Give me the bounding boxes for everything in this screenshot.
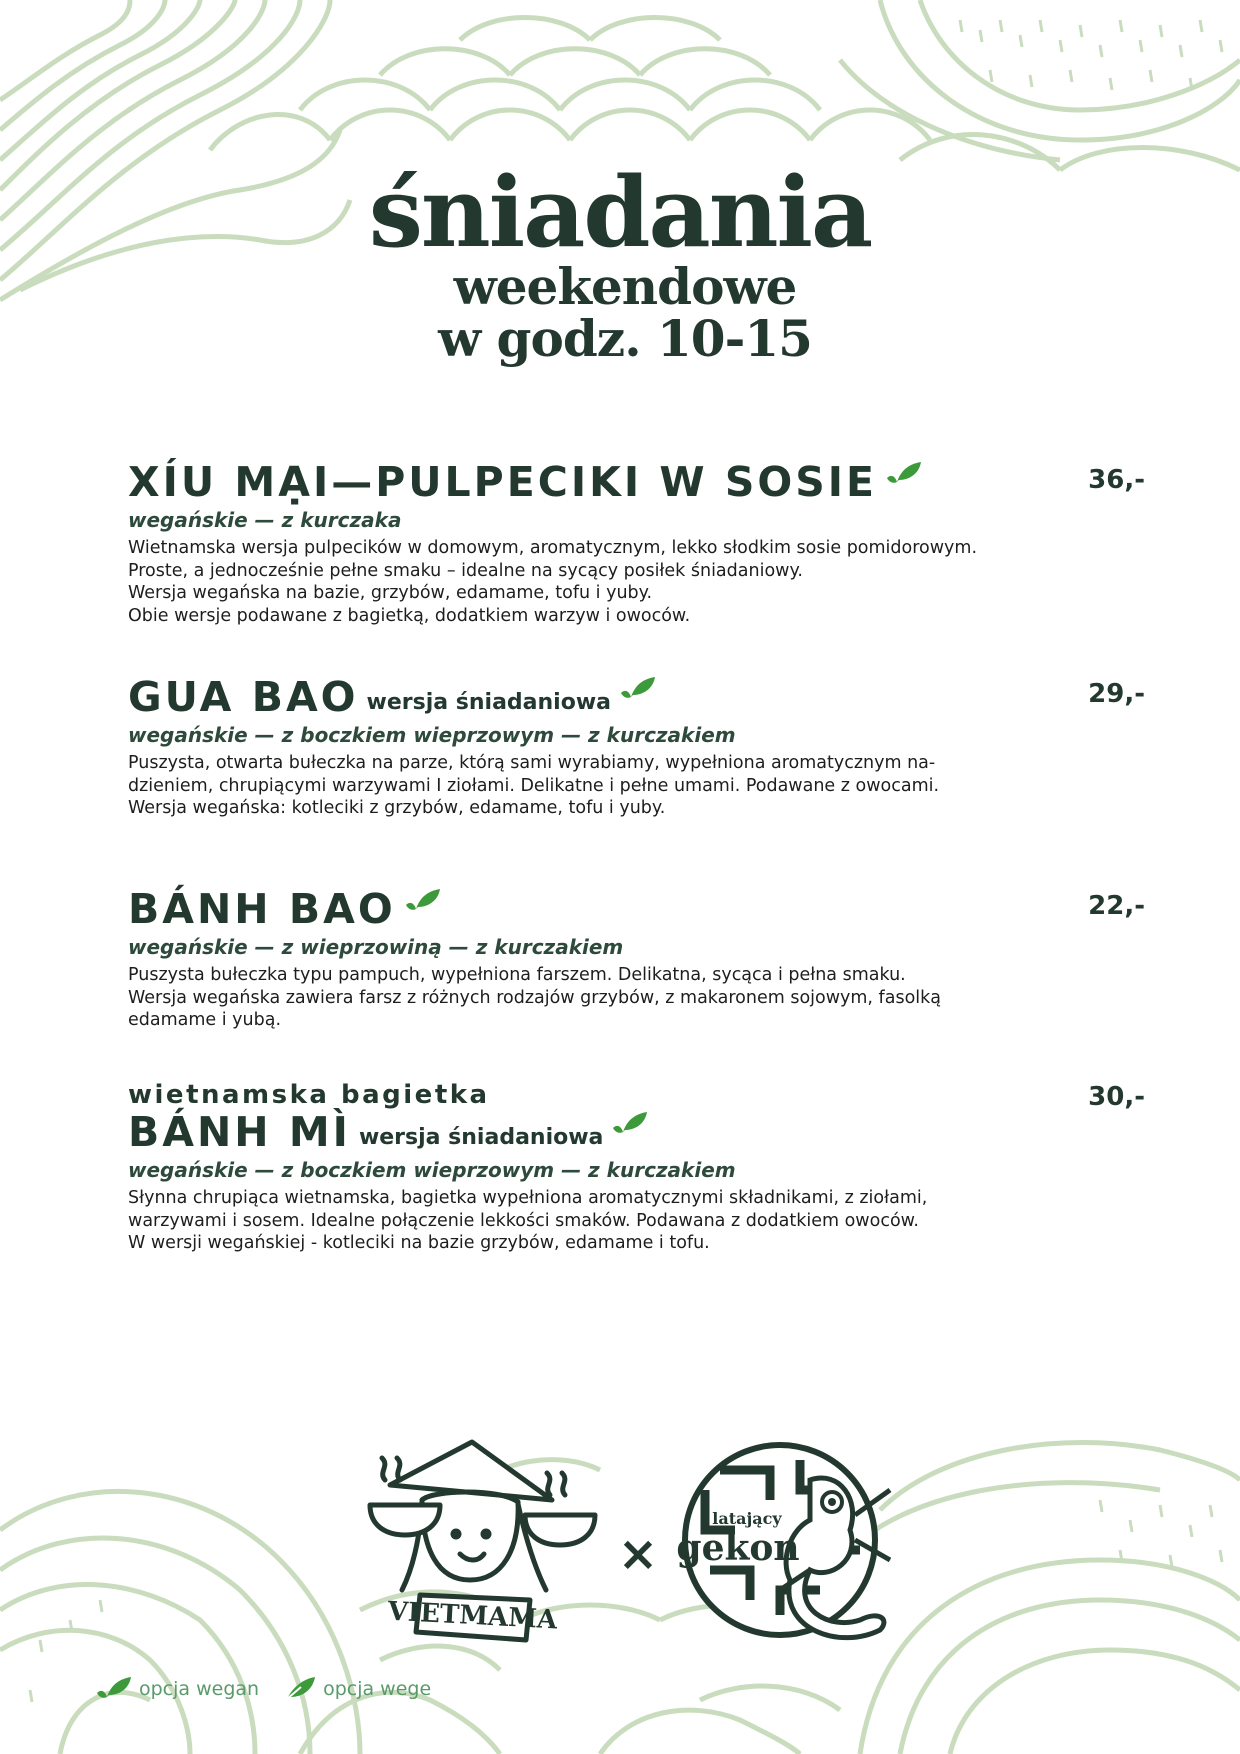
menu-item-name: GUA BAO <box>128 673 359 721</box>
description-line: Słynna chrupiąca wietnamska, bagietka wypełniona aromatycznymi składnikami, z ziołami, <box>128 1188 928 1208</box>
diet-legend <box>95 1675 455 1703</box>
menu-item-xiu-mai <box>128 460 1028 627</box>
menu-item-banh-mi <box>128 1080 1028 1255</box>
legend-vege-label: opcja wege <box>323 1678 432 1700</box>
menu-item-description <box>128 537 1028 627</box>
logo-separator: × <box>617 1526 659 1582</box>
menu-item-name: XÍU MẠI—PULPECIKI W SOSIE <box>128 458 878 506</box>
menu-subtitle-hours: w godz. 10-15 <box>438 309 812 368</box>
single-leaf-icon <box>283 1675 319 1703</box>
menu-item-description <box>128 752 1028 820</box>
description-line: Wersja wegańska zawiera farsz z różnych rodzajów grzybów, z makaronem sojowym, fasolką <box>128 987 941 1008</box>
double-leaf-icon <box>95 1675 135 1703</box>
menu-item-variants: wegańskie — z boczkiem wieprzowym — z kurczakiem <box>128 1158 736 1182</box>
description-line: edamame i yubą. <box>128 1010 282 1030</box>
menu-title: śniadania <box>368 156 872 269</box>
menu-item-price: 36,- <box>1088 465 1145 495</box>
legend-vegan-label: opcja wegan <box>139 1678 260 1700</box>
menu-item-price: 29,- <box>1088 679 1145 709</box>
menu-item-suffix: wersja śniadaniowa <box>366 690 611 715</box>
menu-item-variants: wegańskie — z kurczaka <box>128 508 402 532</box>
description-line: Puszysta bułeczka typu pampuch, wypełniona farszem. Delikatna, sycąca i pełna smaku. <box>128 965 906 985</box>
description-line: dzieniem, chrupiącymi warzywami I ziołami. Delikatne i pełne umami. Podawane z owocami. <box>128 775 940 796</box>
description-line: Wietnamska wersja pulpecików w domowym, aromatycznym, lekko słodkim sosie pomidorowym. <box>128 538 978 558</box>
menu-item-price: 30,- <box>1088 1082 1145 1112</box>
description-line: warzywami i sosem. Idealne połączenie lekkości smaków. Podawana z dodatkiem owoców. <box>128 1210 919 1231</box>
menu-item-name: BÁNH MÌ <box>128 1108 351 1156</box>
menu-item-gua-bao <box>128 675 1028 820</box>
gekon-logo-big-text: gekon <box>676 1527 800 1569</box>
vegan-leaf-icon <box>402 887 442 915</box>
menu-item-suffix: wersja śniadaniowa <box>358 1125 604 1150</box>
vegan-leaf-icon <box>617 675 657 703</box>
gekon-logo-small-text: latający <box>712 1509 782 1528</box>
menu-item-overline: wietnamska bagietka <box>128 1080 490 1110</box>
menu-item-description <box>128 964 1028 1032</box>
menu-item-variants: wegańskie — z boczkiem wieprzowym — z kurczakiem <box>128 723 736 747</box>
menu-item-banh-bao <box>128 887 1028 1032</box>
menu-item-description <box>128 1187 1028 1255</box>
description-line: Obie wersje podawane z bagietką, dodatkiem warzyw i owoców. <box>128 605 691 626</box>
vietmama-logo-text: VIETMAMA <box>387 1596 558 1636</box>
menu-item-price: 22,- <box>1088 891 1145 921</box>
menu-subtitle-weekend: weekendowe <box>453 257 797 316</box>
legend-vege <box>283 1675 431 1703</box>
description-line: Proste, a jednocześnie pełne smaku – idealne na sycący posiłek śniadaniowy. <box>128 560 803 581</box>
vegan-leaf-icon <box>609 1110 649 1138</box>
menu-title-block <box>0 156 1240 368</box>
brand-logos <box>360 1430 900 1670</box>
menu-item-name: BÁNH BAO <box>128 885 396 933</box>
description-line: W wersji wegańskiej - kotleciki na bazie grzybów, edamame i tofu. <box>128 1233 710 1253</box>
legend-vegan <box>95 1675 259 1703</box>
menu-item-variants: wegańskie — z wieprzowiną — z kurczakiem <box>128 935 624 959</box>
description-line: Wersja wegańska na bazie, grzybów, edamame, tofu i yuby. <box>128 583 653 603</box>
description-line: Wersja wegańska: kotleciki z grzybów, edamame, tofu i yuby. <box>128 798 666 818</box>
description-line: Puszysta, otwarta bułeczka na parze, którą sami wyrabiamy, wypełniona aromatycznym na- <box>128 753 936 773</box>
vegan-leaf-icon <box>883 460 923 488</box>
